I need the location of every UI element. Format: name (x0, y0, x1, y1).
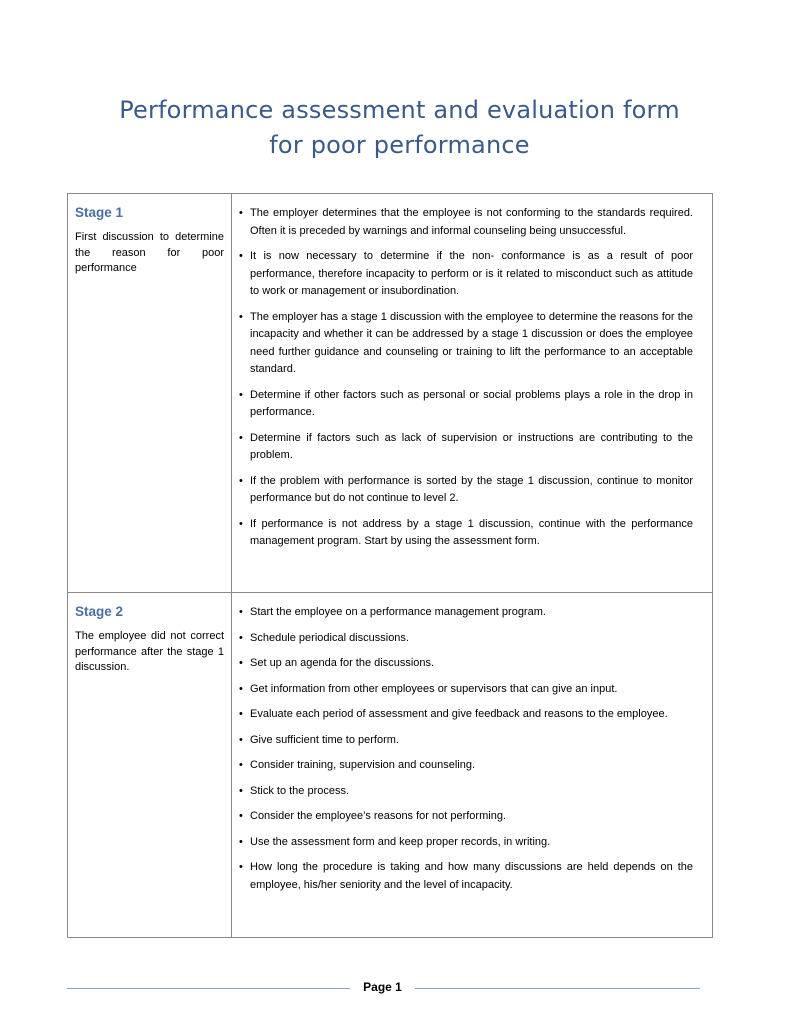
list-item: • Use the assessment form and keep proper records, in writing. (239, 834, 693, 852)
list-item: • Determine if factors such as lack of supervision or instructions are contributing to the problem. (239, 430, 693, 465)
stage-1-row (68, 194, 713, 593)
list-item: • Give sufficient time to perform. (239, 732, 693, 750)
list-item: • How long the procedure is taking and how many discussions are held depends on the employee, his/her seniority and the level of incapacity. (239, 859, 693, 894)
page-footer (67, 978, 712, 998)
list-item: • Consider the employee’s reasons for not performing. (239, 808, 693, 826)
list-item: • Consider training, supervision and counseling. (239, 757, 693, 775)
stage-1-content-cell (232, 194, 713, 593)
stage-2-content-cell (232, 593, 713, 938)
stage-2-bullet-list (232, 593, 712, 894)
document-title (0, 93, 799, 163)
stage-1-label-cell (68, 194, 232, 593)
list-item: • The employer determines that the employee is not conforming to the standards required. Often it is preceded by warnings and informal counseling being unsuccessful. (239, 205, 693, 240)
footer-rule-right (415, 988, 700, 989)
stage-2-row (68, 593, 713, 938)
list-item: • Stick to the process. (239, 783, 693, 801)
list-item: • Start the employee on a performance management program. (239, 604, 693, 622)
list-item: • Get information from other employees or supervisors that can give an input. (239, 681, 693, 699)
stage-2-description: The employee did not correct performance after the stage 1 discussion. (75, 630, 224, 673)
stage-2-label-cell (68, 593, 232, 938)
list-item: • It is now necessary to determine if the non- conformance is as a result of poor performance, therefore incapacity to perform or is it related to misconduct such as attitude to work or management or insubordination. (239, 248, 693, 301)
list-item: • The employer has a stage 1 discussion with the employee to determine the reasons for the incapacity and whether it can be addressed by a stage 1 discussion or does the employee need further guidance and counseling or training to lift the performance to an acceptable standard. (239, 309, 693, 379)
stage-1-bullet-list (232, 194, 712, 551)
list-item: • Set up an agenda for the discussions. (239, 655, 693, 673)
page-number: Page 1 (363, 980, 402, 994)
list-item: • If the problem with performance is sorted by the stage 1 discussion, continue to monitor performance but do not continue to level 2. (239, 473, 693, 508)
stage-2-heading: Stage 2 (75, 604, 124, 619)
list-item: • Determine if other factors such as personal or social problems plays a role in the drop in performance. (239, 387, 693, 422)
title-line-2: for poor performance (269, 131, 530, 159)
stage-1-heading: Stage 1 (75, 205, 124, 220)
footer-rule-left (67, 988, 350, 989)
stage-1-description: First discussion to determine the reason for poor performance (75, 231, 224, 274)
title-line-1: Performance assessment and evaluation form (119, 96, 680, 124)
list-item: • If performance is not address by a stage 1 discussion, continue with the performance management program. Start by using the assessment form. (239, 516, 693, 551)
list-item: • Schedule periodical discussions. (239, 630, 693, 648)
list-item: • Evaluate each period of assessment and give feedback and reasons to the employee. (239, 706, 693, 724)
stages-table (67, 193, 713, 938)
